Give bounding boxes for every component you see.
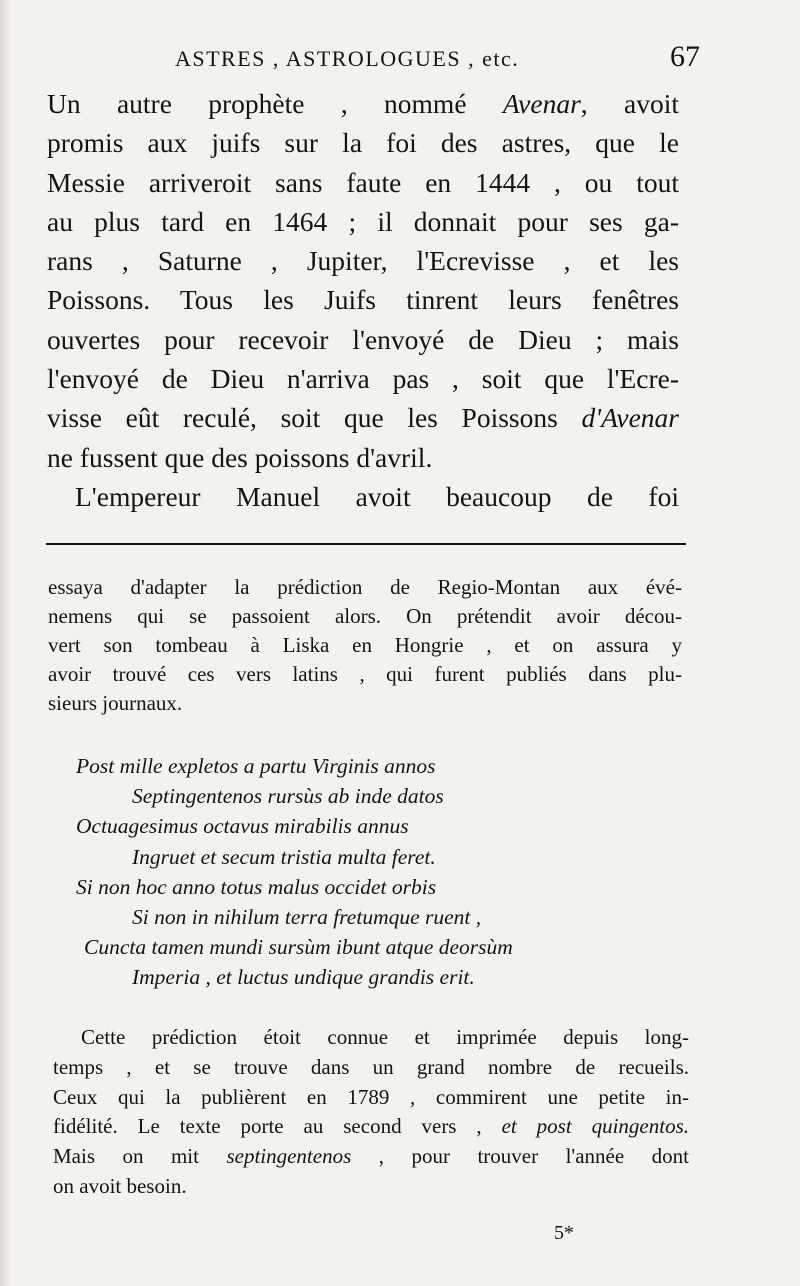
poem-line: Si non hoc anno totus malus occidet orbis — [76, 874, 437, 899]
footnote-line: temps , et se trouve dans un grand nombre de recueils. — [53, 1054, 689, 1079]
poem-line: Si non in nihilum terra fretumque ruent , — [132, 904, 482, 929]
footnote-line: avoir trouvé ces vers latins , qui furent publiés dans plu- — [48, 662, 682, 686]
text-line: ouvertes pour recevoir l'envoyé de Dieu ; mais — [47, 323, 679, 355]
footnote-text — [48, 573, 682, 718]
text-line: Poissons. Tous les Juifs tinrent leurs fenêtres — [47, 284, 679, 316]
text-line: promis aux juifs sur la foi des astres, que le — [47, 127, 679, 159]
footnote-line: on avoit besoin. — [53, 1173, 187, 1198]
latin-poem — [76, 751, 513, 993]
footnote-continuation — [53, 1023, 689, 1202]
text-line: au plus tard en 1464 ; il donnait pour ses ga- — [47, 205, 679, 237]
signature-mark: 5* — [554, 1222, 574, 1244]
page-header — [175, 40, 700, 80]
text-line: rans , Saturne , Jupiter, l'Ecrevisse , et les — [47, 245, 679, 277]
text-line: ne fussent que des poissons d'avril. — [47, 441, 433, 473]
poem-line: Post mille expletos a partu Virginis annos — [76, 754, 436, 778]
running-title: ASTRES , ASTROLOGUES , etc. — [175, 46, 520, 71]
page-edge-shadow — [0, 0, 10, 1286]
poem-line: Ingruet et secum tristia multa feret. — [132, 844, 436, 869]
text-line: visse eût reculé, soit que les Poissons d'Avenar — [47, 402, 679, 434]
poem-line: Cuncta tamen mundi sursùm ibunt atque deorsùm — [84, 935, 513, 960]
footnote-line: Ceux qui la publièrent en 1789 , commirent une petite in- — [53, 1084, 689, 1109]
poem-line: Octuagesimus octavus mirabilis annus — [76, 814, 409, 839]
text-line: l'envoyé de Dieu n'arriva pas , soit que l'Ecre- — [47, 363, 679, 395]
footnote-line: Mais on mit septingentenos , pour trouver l'année dont — [53, 1144, 689, 1169]
footnote-line: essaya d'adapter la prédiction de Regio-Montan aux évé- — [48, 575, 682, 599]
poem-line: Imperia , et luctus undique grandis erit. — [132, 965, 475, 990]
footnote-line: nemens qui se passoient alors. On prétendit avoir décou- — [48, 604, 682, 628]
footnote-line: Cette prédiction étoit connue et imprimée depuis long- — [81, 1025, 689, 1049]
footnote-line: vert son tombeau à Liska en Hongrie , et on assura y — [48, 633, 682, 657]
poem-line: Septingentenos rursùs ab inde datos — [132, 784, 444, 809]
footnote-line: sieurs journaux. — [48, 691, 183, 715]
footnote-line: fidélité. Le texte porte au second vers , et post quingentos. — [53, 1114, 689, 1139]
main-text — [47, 84, 679, 516]
text-line: Messie arriveroit sans faute en 1444 , ou tout — [47, 166, 679, 198]
text-line: L'empereur Manuel avoit beaucoup de foi — [75, 480, 679, 512]
text-line: Un autre prophète , nommé Avenar, avoit — [47, 88, 679, 119]
footnote-rule — [46, 543, 686, 545]
page-number: 67 — [670, 40, 700, 73]
